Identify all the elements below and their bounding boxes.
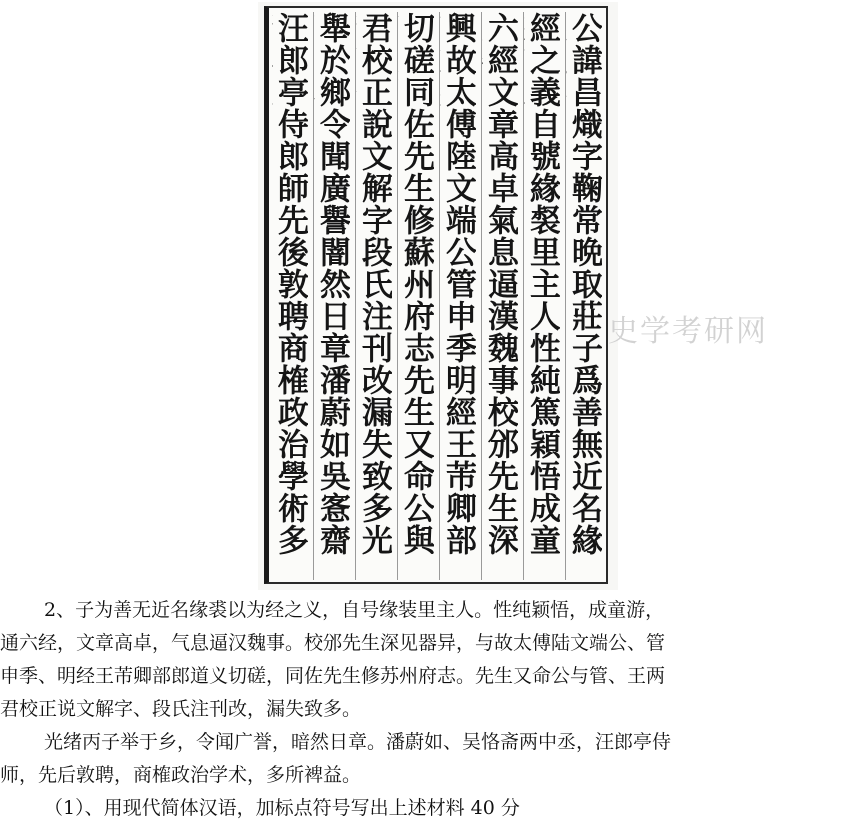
question-prompt: （1）、用现代简体汉语，加标点符号写出上述材料 40 分 bbox=[44, 797, 520, 819]
text-column-2: 經之義自號緣裻里主人性純篤穎悟成童 bbox=[523, 12, 560, 580]
passage-line: 申季、明经王芾卿部郎道义切磋，同佐先生修苏州府志。先生又命公与管、王两 bbox=[0, 665, 666, 687]
classical-text-scan bbox=[258, 2, 618, 590]
text-column-8: 汪郎亭侍郎師先後敦聘商榷政治學術多 bbox=[272, 12, 308, 556]
passage-line: 君校正说文解字、段氏注刊改，漏失致多。 bbox=[0, 698, 362, 720]
text-column-7: 舉於鄉令聞廣譽闇然日章潘蔚如吳愙齋 bbox=[313, 12, 350, 580]
text-columns bbox=[272, 12, 602, 580]
passage-line: 师，先后敦聘，商榷政治学术，多所裨益。 bbox=[0, 764, 362, 786]
text-column-5: 切磋同佐先生修蘇州府志先生又命公與 bbox=[397, 12, 434, 580]
passage-line: 通六经，文章高卓，气息逼汉魏事。校邠先生深见器异，与故太傅陆文端公、管 bbox=[0, 632, 666, 654]
text-column-3: 六經文章高卓氣息逼漢魏事校邠先生深 bbox=[481, 12, 518, 580]
watermark: 史学考研网 bbox=[608, 314, 768, 349]
text-column-6: 君校正說文解字段氏注刊改漏失致多光 bbox=[355, 12, 392, 580]
passage-line: 光绪丙子举于乡，令闻广誉，暗然日章。潘蔚如、吴恪斋两中丞，汪郎亭侍 bbox=[44, 731, 672, 753]
text-column-4: 興故太傅陸文端公管申季明經王芾卿部 bbox=[439, 12, 476, 580]
text-column-1: 公諱昌熾字鞠常晩取莊子爲善無近名緣 bbox=[565, 12, 602, 580]
passage-line: 2、子为善无近名缘裘以为经之义，自号缘装里主人。性纯颖悟，成童游， bbox=[44, 599, 665, 621]
modern-passage bbox=[0, 594, 848, 825]
